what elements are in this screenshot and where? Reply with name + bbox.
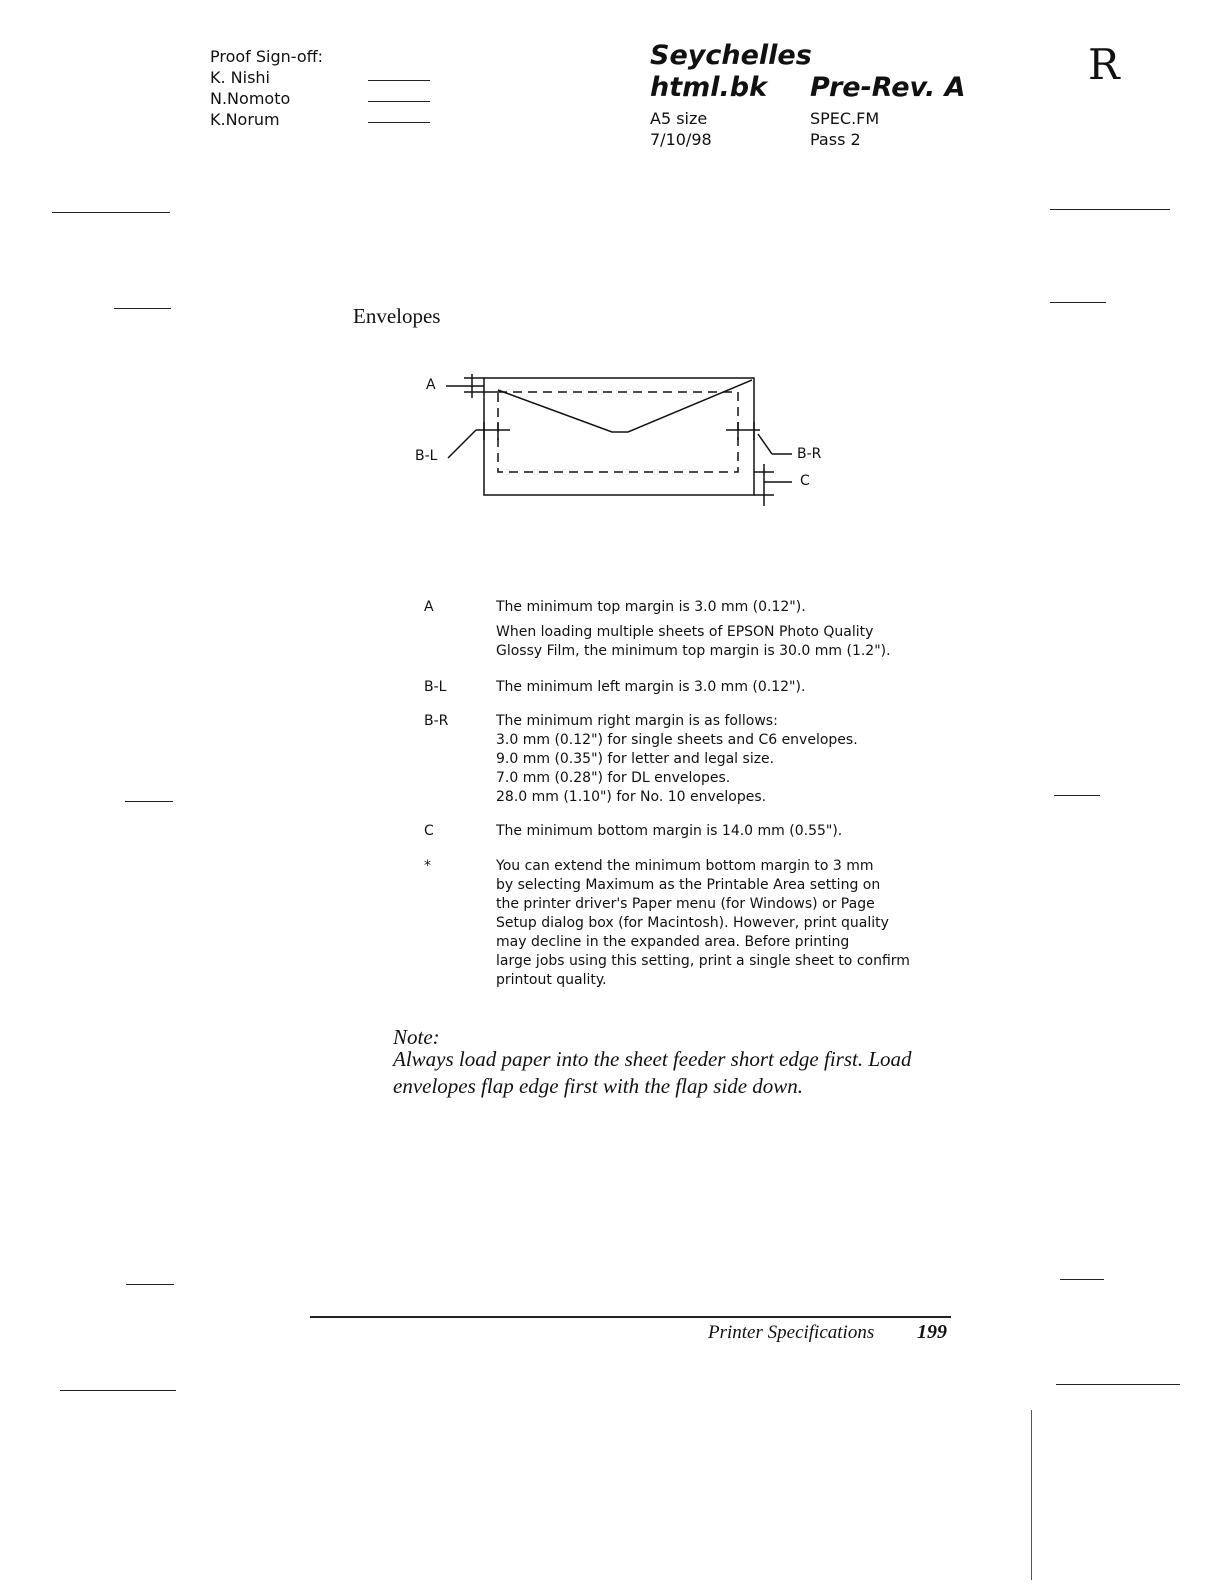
signer-name: K. Nishi: [210, 68, 270, 87]
diagram-label-bl: B-L: [415, 448, 438, 464]
envelope-margin-diagram: [400, 360, 840, 510]
envelope-flap: [498, 380, 752, 432]
crop-mark: [114, 308, 171, 309]
signature-line: [368, 101, 430, 102]
project-name: Seychelles: [650, 40, 812, 71]
definition-term: B-R: [424, 713, 449, 729]
footer-rule: [310, 1316, 951, 1318]
diagram-label-a: A: [426, 377, 436, 393]
definition-text: The minimum top margin is 3.0 mm (0.12").: [496, 599, 806, 615]
definition-text: The minimum left margin is 3.0 mm (0.12").: [496, 679, 806, 695]
crop-mark: [1031, 1410, 1032, 1580]
crop-mark: [52, 212, 170, 213]
crop-mark: [60, 1390, 176, 1391]
book-name: html.bk: [650, 72, 768, 103]
signoff-label: Proof Sign-off:: [210, 47, 324, 66]
definition-term: B-L: [424, 679, 447, 695]
signer-name: K.Norum: [210, 110, 280, 129]
signature-line: [368, 80, 430, 81]
date: 7/10/98: [650, 130, 712, 149]
definition-term: *: [424, 858, 431, 874]
crop-mark: [1050, 209, 1170, 210]
page-number: 199: [917, 1321, 947, 1343]
crop-mark: [126, 1284, 174, 1285]
definition-term: A: [424, 599, 434, 615]
footer-section: Printer Specifications: [708, 1322, 875, 1343]
crop-mark: [1054, 795, 1100, 796]
corner-mark: R: [1088, 40, 1120, 89]
signature-line: [368, 122, 430, 123]
page-size: A5 size: [650, 109, 708, 128]
pass: Pass 2: [810, 130, 861, 149]
section-title: Envelopes: [353, 304, 441, 328]
note-title: Note:: [393, 1025, 440, 1049]
note-text: Always load paper into the sheet feeder short edge first. Load envelopes flap edge first with the flap side down.: [393, 1047, 912, 1098]
crop-mark: [1050, 302, 1106, 303]
file-name: SPEC.FM: [810, 109, 880, 128]
definition-text: When loading multiple sheets of EPSON Photo Quality Glossy Film, the minimum top margin is 30.0 mm (1.2").: [496, 624, 891, 659]
definition-text: You can extend the minimum bottom margin to 3 mm by selecting Maximum as the Printable Area setting on the printer driver's Paper menu (for Windows) or Page Setup dialog box (for Macintosh). However, print quality may decline in the expanded area. Before printing large jobs using this setting, print a single sheet to confirm printout quality.: [496, 858, 910, 988]
signer-name: N.Nomoto: [210, 89, 291, 108]
definition-text: The minimum right margin is as follows: 3.0 mm (0.12") for single sheets and C6 envelopes. 9.0 mm (0.35") for letter and legal size. 7.0 mm (0.28") for DL envelopes. 28.0 mm (1.10") for No. 10 envelopes.: [496, 713, 858, 805]
diagram-label-c: C: [800, 473, 810, 489]
diagram-label-br: B-R: [797, 446, 822, 462]
definition-term: C: [424, 823, 434, 839]
crop-mark: [125, 801, 173, 802]
crop-mark: [1060, 1279, 1104, 1280]
crop-mark: [1056, 1384, 1180, 1385]
revision: Pre-Rev. A: [810, 72, 966, 103]
definition-text: The minimum bottom margin is 14.0 mm (0.55").: [496, 823, 843, 839]
proof-signoff: [210, 46, 323, 130]
